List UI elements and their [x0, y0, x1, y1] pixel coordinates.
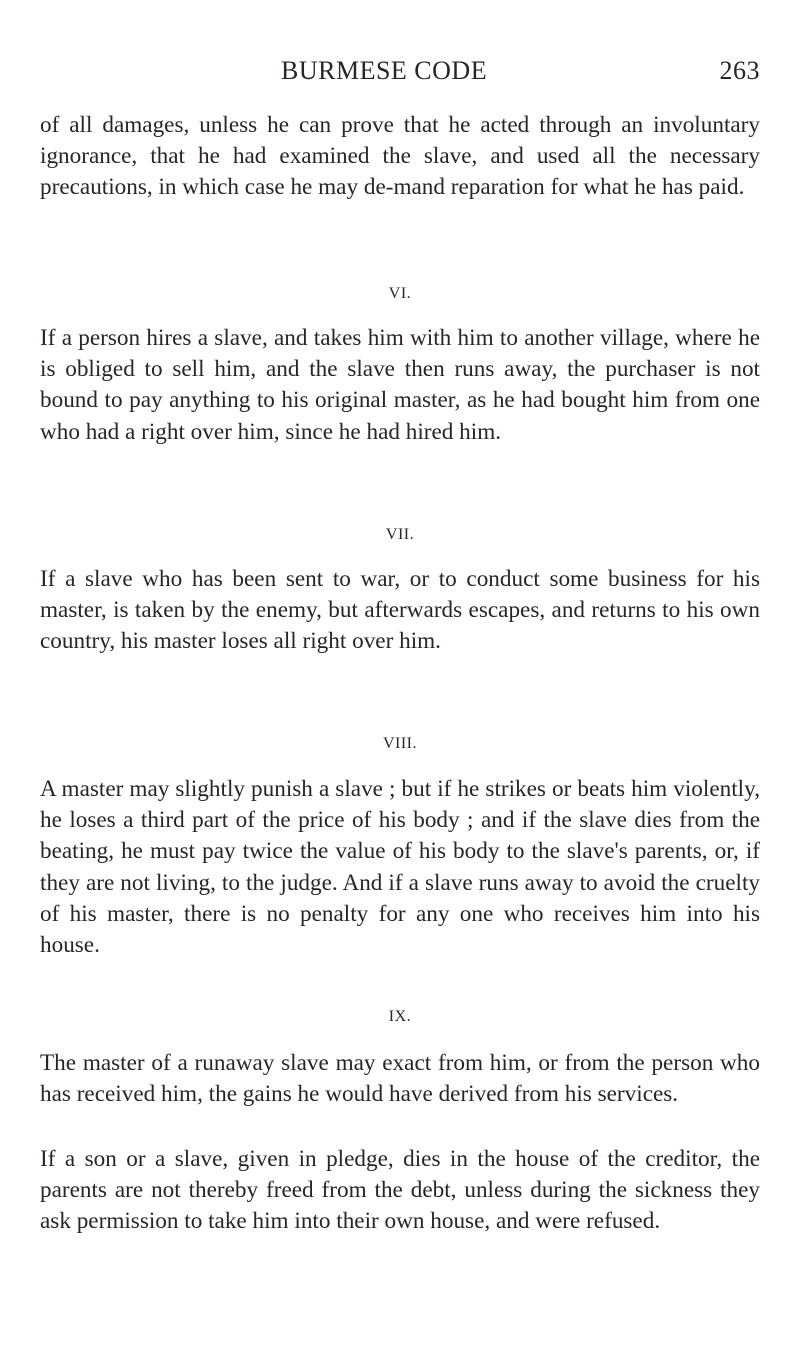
paragraph-section-ix-2: If a son or a slave, given in pledge, dies in the house of the creditor, the parents are not thereby freed from the debt, unless during the sickness they ask permission to take him into their own house, and were refused.	[40, 1146, 760, 1235]
section-heading-vi: VI.	[388, 285, 412, 302]
paragraph-section-vi: If a person hires a slave, and takes him with him to another village, where he is obliged to sell him, and the slave then runs away, the purchaser is not bound to pay anything to his original master, as he had bought him from one who had a right over him, since he had hired him.	[40, 325, 760, 445]
section-heading-vii: VII.	[385, 526, 415, 543]
paragraph-continuation: of all damages, unless he can prove that he acted through an involuntary ignorance, that he had examined the slave, and used all the necessary precautions, in which case he may de-mand reparation for what he has paid.	[40, 112, 760, 201]
paragraph-section-viii: A master may slightly punish a slave ; but if he strikes or beats him violently, he loses a third part of the price of his body ; and if the slave dies from the beating, he must pay twice the value of his body to the slave's parents, or, if they are not living, to the judge. And if a slave runs away to avoid the cruelty of his master, there is no penalty for any one who receives him into his house.	[40, 776, 760, 959]
running-title: BURMESE CODE	[281, 56, 488, 85]
paragraph-section-vii: If a slave who has been sent to war, or to conduct some business for his master, is taken by the enemy, but afterwards escapes, and returns to his own country, his master loses all right over him.	[40, 566, 760, 655]
section-heading-ix: IX.	[388, 1008, 412, 1025]
paragraph-section-ix-1: The master of a runaway slave may exact from him, or from the person who has received him, the gains he would have derived from his services.	[40, 1050, 760, 1108]
page-header	[40, 56, 760, 96]
page-number: 263	[719, 56, 760, 85]
section-heading-viii: VIII.	[382, 735, 418, 752]
